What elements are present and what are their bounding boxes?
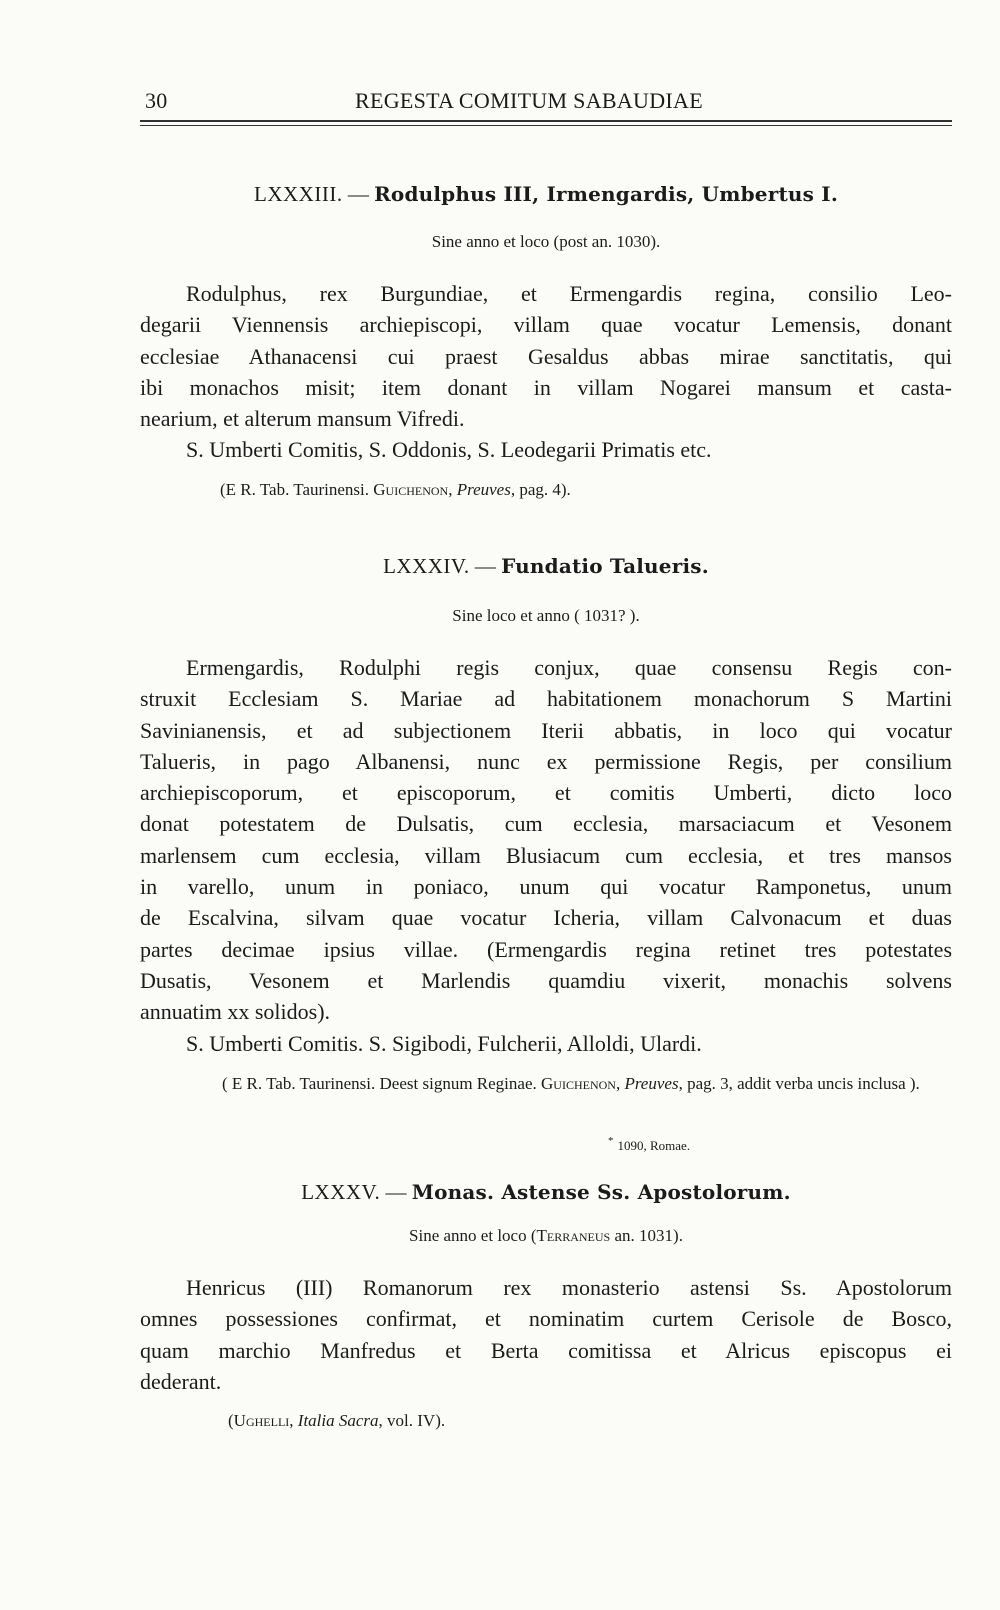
entry-title-line	[140, 1180, 952, 1205]
entry-dash: —	[380, 1180, 412, 1204]
entry-title: Rodulphus III, Irmengardis, Umbertus I.	[374, 182, 838, 206]
body-line: dederant.	[140, 1368, 222, 1394]
source-page: , pag. 4).	[510, 480, 571, 499]
body-line: nearium, et alterum mansum Vifredi.	[140, 406, 465, 432]
bleed-through-text: 1090, Romae.	[617, 1138, 691, 1153]
witness-line: S. Umberti Comitis. S. Sigibodi, Fulcherii, Alloldi, Ulardi.	[186, 1030, 702, 1056]
running-title: REGESTA COMITUM SABAUDIAE	[355, 88, 703, 113]
body-line: de Escalvina, silvam quae vocatur Icheria, villam Calvonacum et duas	[140, 905, 952, 931]
source-line	[140, 1073, 952, 1095]
running-head	[145, 82, 950, 116]
body-line: Henricus (III) Romanorum rex monasterio astensi Ss. Apostolorum	[186, 1275, 952, 1300]
entry-heading	[140, 182, 952, 207]
body-line: ecclesiae Athanacensi cui praest Gesaldus abbas mirae sanctitatis, qui	[140, 343, 952, 369]
entry-dateline	[140, 1226, 952, 1246]
entry-source	[140, 1073, 952, 1095]
source-work: Italia Sacra	[297, 1411, 379, 1430]
entry-dash: —	[342, 182, 375, 206]
source-sep: ,	[289, 1411, 298, 1430]
dateline-text	[140, 1226, 952, 1246]
body-line: quam marchio Manfredus et Berta comitissa et Alricus episcopus ei	[140, 1337, 952, 1363]
body-line: in varello, unum in poniaco, unum qui vocatur Ramponetus, unum	[140, 874, 952, 900]
body-line: struxit Ecclesiam S. Mariae ad habitationem monachorum S Martini	[140, 686, 952, 712]
body-line: Ermengardis, Rodulphi regis conjux, quae consensu Regis con-	[186, 655, 952, 680]
source-author: Guichenon	[541, 1074, 616, 1093]
entry-body	[140, 652, 952, 1059]
header-rule-thin	[140, 125, 952, 126]
body-line: archiepiscoporum, et episcoporum, et comitis Umberti, dicto loco	[140, 780, 952, 806]
entry-title-line	[140, 182, 952, 207]
source-sep: ,	[448, 480, 457, 499]
page-number: 30	[145, 88, 168, 113]
body-line: omnes possessiones confirmat, et nominatim curtem Cerisole de Bosco,	[140, 1306, 952, 1332]
header-rule	[140, 120, 952, 122]
dateline-pre: Sine anno et loco (	[409, 1226, 537, 1245]
source-author: Ughelli	[233, 1411, 290, 1430]
body-line: partes decimae ipsius villae. (Ermengardis regina retinet tres potestates	[140, 936, 952, 962]
body-line: marlensem cum ecclesia, villam Blusiacum cum ecclesia, et tres mansos	[140, 842, 952, 868]
entry-heading	[140, 1180, 952, 1205]
source-page: , vol. IV).	[378, 1411, 446, 1430]
source-work: Preuves	[624, 1074, 679, 1093]
bleed-through-mark	[608, 1135, 691, 1154]
source-author: Guichenon	[373, 480, 449, 499]
entry-title: Monas. Astense Ss. Apostolorum.	[411, 1180, 791, 1204]
dateline-text: Sine loco et anno ( 1031? ).	[452, 606, 640, 625]
entry-number: LXXXV.	[301, 1180, 381, 1204]
entry-dateline	[140, 606, 952, 626]
body-line: Savinianensis, et ad subjectionem Iterii abbatis, in loco qui vocatur	[140, 717, 952, 743]
entry-source	[140, 479, 952, 501]
source-line	[140, 1410, 952, 1432]
body-line: annuatim xx solidos).	[140, 999, 331, 1025]
dateline-text: Sine anno et loco (post an. 1030).	[431, 232, 661, 251]
entry-number: LXXXIV.	[383, 554, 470, 578]
entry-body	[140, 1272, 952, 1397]
entry-dash: —	[469, 554, 502, 578]
entry-dateline	[140, 232, 952, 252]
entry-title: Fundatio Talueris.	[501, 554, 709, 578]
body-line: Dusatis, Vesonem et Marlendis quamdiu vixerit, monachis solvens	[140, 967, 952, 993]
source-line	[140, 479, 952, 501]
body-line: ibi monachos misit; item donant in villam Nogarei mansum et casta-	[140, 374, 952, 400]
source-sep: ,	[615, 1074, 625, 1093]
entry-title-line	[140, 554, 952, 579]
witness-line: S. Umberti Comitis, S. Oddonis, S. Leodegarii Primatis etc.	[186, 437, 712, 463]
body-line: donat potestatem de Dulsatis, cum ecclesia, marsaciacum et Vesonem	[140, 811, 952, 837]
asterisk-icon: *	[608, 1135, 614, 1147]
dateline-author: Terraneus	[536, 1226, 611, 1245]
body-line: Talueris, in pago Albanensi, nunc ex permissione Regis, per consilium	[140, 748, 952, 774]
entry-heading	[140, 554, 952, 579]
body-line: Rodulphus, rex Burgundiae, et Ermengardis regina, consilio Leo-	[186, 281, 952, 306]
source-ref: (E R. Tab. Taurinensi.	[220, 480, 374, 499]
source-work: Preuves	[456, 480, 511, 499]
source-page: , pag. 3, addit verba uncis inclusa ).	[678, 1074, 920, 1093]
source-ref: ( E R. Tab. Taurinensi. Deest signum Reginae.	[222, 1074, 541, 1093]
dateline-post: an. 1031).	[610, 1226, 683, 1245]
entry-source	[140, 1410, 952, 1432]
entry-body	[140, 278, 952, 466]
source-ref: (	[228, 1411, 234, 1430]
entry-number: LXXXIII.	[254, 182, 343, 206]
body-line: degarii Viennensis archiepiscopi, villam quae vocatur Lemensis, donant	[140, 312, 952, 338]
